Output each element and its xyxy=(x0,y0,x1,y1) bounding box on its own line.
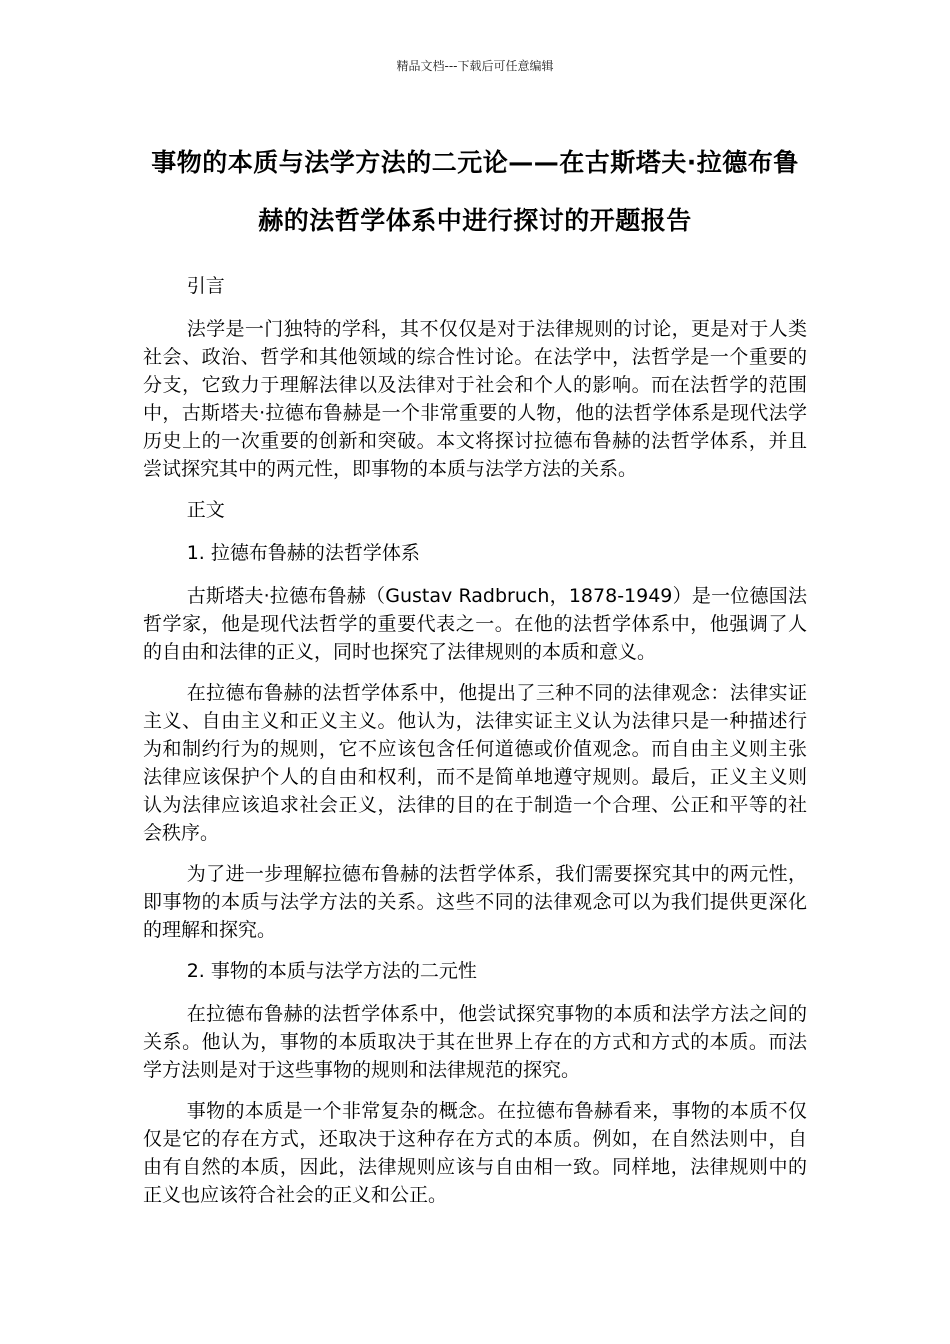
header-note: 精品文档---下载后可任意编辑 xyxy=(396,59,554,73)
intro-heading: 引言 xyxy=(186,275,225,297)
section1-heading: 1. 拉德布鲁赫的法哲学体系 xyxy=(186,542,420,564)
section1-paragraph-3: 为了进一步理解拉德布鲁赫的法哲学体系，我们需要探究其中的两元性，即事物的本质与法学方法的关系。这些不同的法律观念可以为我们提供更深化的理解和探究。 xyxy=(143,863,807,941)
section2-paragraph-2: 事物的本质是一个非常复杂的概念。在拉德布鲁赫看来，事物的本质不仅仅是它的存在方式，还取决于这种存在方式的本质。例如，在自然法则中，自由有自然的本质，因此，法律规则应该与自由相一致。同样地，法律规则中的正义也应该符合社会的正义和公正。 xyxy=(143,1100,807,1206)
document-title: 事物的本质与法学方法的二元论——在古斯塔夫·拉德布鲁赫的法哲学体系中进行探讨的开题报告 xyxy=(151,148,799,235)
section1-paragraph-2: 在拉德布鲁赫的法哲学体系中，他提出了三种不同的法律观念：法律实证主义、自由主义和正义主义。他认为，法律实证主义认为法律只是一种描述行为和制约行为的规则，它不应该包含任何道德或价值观念。而自由主义则主张法律应该保护个人的自由和权利，而不是简单地遵守规则。最后，正义主义则认为法律应该追求社会正义，法律的目的在于制造一个合理、公正和平等的社会秩序。 xyxy=(143,682,807,844)
intro-paragraph: 法学是一门独特的学科，其不仅仅是对于法律规则的讨论，更是对于人类社会、政治、哲学和其他领域的综合性讨论。在法学中，法哲学是一个重要的分支，它致力于理解法律以及法律对于社会和个人的影响。而在法哲学的范围中，古斯塔夫·拉德布鲁赫是一个非常重要的人物，他的法哲学体系是现代法学历史上的一次重要的创新和突破。本文将探讨拉德布鲁赫的法哲学体系，并且尝试探究其中的两元性，即事物的本质与法学方法的关系。 xyxy=(143,318,807,480)
main-heading: 正文 xyxy=(186,499,225,521)
document-body xyxy=(143,272,807,1222)
section1-paragraph-1: 古斯塔夫·拉德布鲁赫（Gustav Radbruch，1878-1949）是一位德国法哲学家，他是现代法哲学的重要代表之一。在他的法哲学体系中，他强调了人的自由和法律的正义，同时也探究了法律规则的本质和意义。 xyxy=(143,585,807,663)
section2-paragraph-1: 在拉德布鲁赫的法哲学体系中，他尝试探究事物的本质和法学方法之间的关系。他认为，事物的本质取决于其在世界上存在的方式和方式的本质。而法学方法则是对于这些事物的规则和法律规范的探究。 xyxy=(143,1003,807,1081)
section2-heading: 2. 事物的本质与法学方法的二元性 xyxy=(186,960,477,982)
